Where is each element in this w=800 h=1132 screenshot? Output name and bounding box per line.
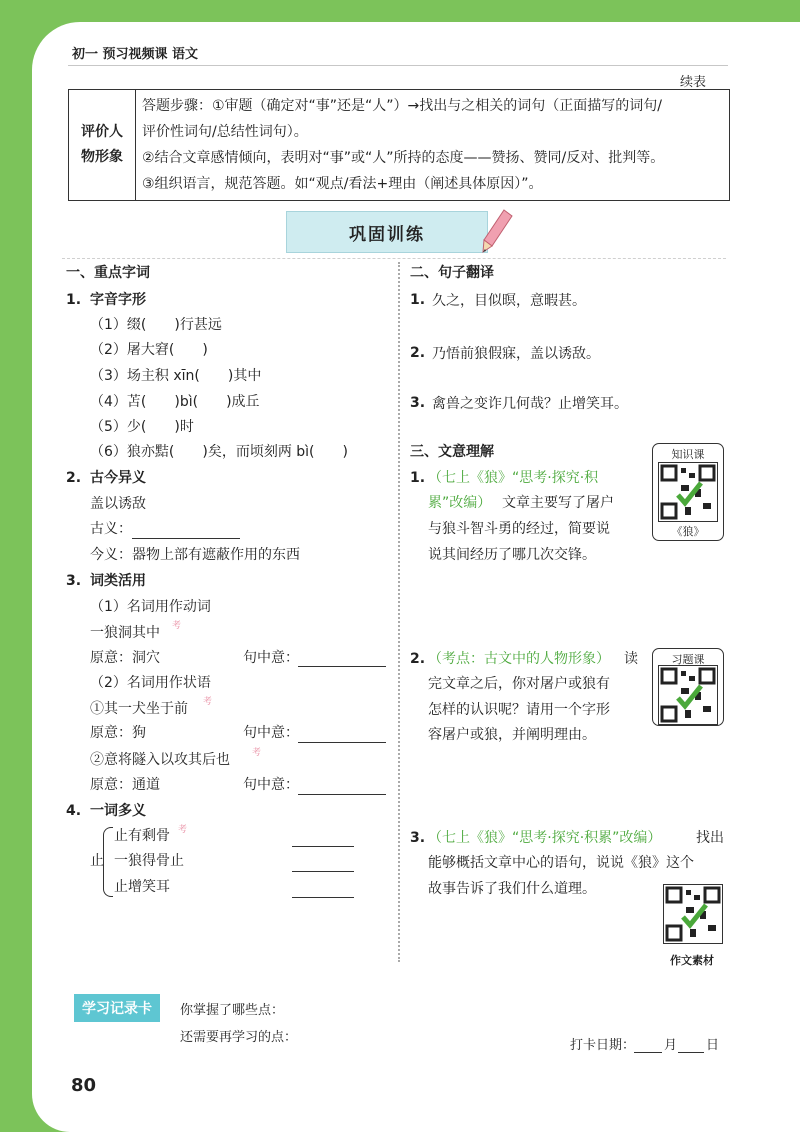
q3-context-2-blank[interactable] xyxy=(298,742,386,743)
translate-2-number: 2. xyxy=(410,345,426,361)
qr-card-bottom-label: 《狼》 xyxy=(671,525,705,538)
header-divider xyxy=(68,65,728,66)
q3-context-1: 句中意： xyxy=(243,650,299,666)
q3-example-2: ①其一犬坐于前 xyxy=(90,701,188,717)
translate-3-text: 禽兽之变诈几何哉？止增笑耳。 xyxy=(432,396,628,412)
translate-1-number: 1. xyxy=(410,292,426,308)
eval-line-4: ③组织语言，规范答题。如“观点/看法+理由（阐述具体原因）”。 xyxy=(142,176,543,192)
q3-sub-1: （1）名词用作动词 xyxy=(90,599,211,615)
q1-title: 字音字形 xyxy=(90,292,146,308)
r3-number: 3. xyxy=(410,830,426,846)
r1-line-b: 与狼斗智斗勇的经过，简要说 xyxy=(428,521,610,537)
translate-1-text: 久之，目似暝，意暇甚。 xyxy=(432,293,586,309)
q4-item-2: 一狼得骨止 xyxy=(114,853,184,869)
q3-number: 3. xyxy=(66,573,82,589)
section-3-title: 三、文意理解 xyxy=(410,444,494,460)
eval-line-1: 答题步骤：①审题（确定对“事”还是“人”）→找出与之相关的词句（正面描写的词句/ xyxy=(142,98,663,114)
record-card-badge: 学习记录卡 xyxy=(74,994,160,1022)
r3-line-c: 故事告诉了我们什么道理。 xyxy=(428,881,596,897)
q1-item-3: （3）场主积 xīn( )其中 xyxy=(90,368,262,384)
eval-line-2: 评价性词句/总结性词句）。 xyxy=(142,124,308,140)
checkin-day: 日 xyxy=(706,1038,720,1053)
pink-note: 考 xyxy=(172,621,182,631)
q3-context-3: 句中意： xyxy=(243,777,299,793)
qr-code-icon xyxy=(658,462,718,522)
checkin-month: 月 xyxy=(664,1038,678,1053)
r2-line-b: 完文章之后，你对屠户或狼有 xyxy=(428,676,610,692)
header-title: 初一 预习视频课 语文 xyxy=(72,47,199,62)
section-2-title: 二、句子翻译 xyxy=(410,265,494,281)
qr-code-icon[interactable] xyxy=(663,884,723,944)
q1-number: 1. xyxy=(66,292,82,308)
q3-context-1-blank[interactable] xyxy=(298,666,386,667)
pink-note: 考 xyxy=(178,825,188,835)
q4-blank-2[interactable] xyxy=(292,871,354,872)
q4-item-3: 止增笑耳 xyxy=(114,879,170,895)
r1-source-2: 累”改编） xyxy=(428,495,492,511)
q2-ancient: 古义： xyxy=(90,521,132,537)
r2-line-a: 读 xyxy=(624,651,638,667)
r1-line-c: 说其间经历了哪几次交锋。 xyxy=(428,547,596,563)
pencil-icon xyxy=(480,208,514,254)
checkin-label: 打卡日期： xyxy=(570,1038,636,1053)
q3-context-3-blank[interactable] xyxy=(298,794,386,795)
eval-line-3: ②结合文章感情倾向，表明对“事”或“人”所持的态度——赞扬、赞同/反对、批判等。 xyxy=(142,150,665,166)
qr-card-top-label: 习题课 xyxy=(671,653,705,666)
column-divider xyxy=(398,262,400,962)
review-prompt: 还需要再学习的点： xyxy=(180,1030,298,1045)
q4-brace xyxy=(103,827,113,897)
q1-item-5: （5）少( )时 xyxy=(90,419,194,435)
qr-card-top-label: 知识课 xyxy=(671,448,705,461)
q1-item-1: （1）缀( )行甚远 xyxy=(90,317,222,333)
q2-word: 盖以诱敌 xyxy=(90,496,146,512)
qr-writing-label: 作文素材 xyxy=(670,954,714,967)
pink-note: 考 xyxy=(203,697,213,707)
section-1-title: 一、重点字词 xyxy=(66,265,150,281)
q1-item-4: （4）苫( )bì( )成丘 xyxy=(90,394,260,410)
q4-item-1: 止有剩骨 xyxy=(114,828,170,844)
q4-title: 一词多义 xyxy=(90,803,146,819)
q3-original-3: 原意：通道 xyxy=(90,777,160,793)
qr-card-knowledge[interactable] xyxy=(652,443,724,541)
r3-line-b: 能够概括文章中心的语句，说说《狼》这个 xyxy=(428,855,694,871)
q2-title: 古今异义 xyxy=(90,470,146,486)
q3-sub-2: （2）名词用作状语 xyxy=(90,675,211,691)
page-number: 80 xyxy=(71,1075,97,1096)
mastered-prompt: 你掌握了哪些点： xyxy=(180,1003,285,1018)
r2-line-d: 容屠户或狼，并阐明理由。 xyxy=(428,727,596,743)
eval-head-line1: 评价人 xyxy=(81,124,123,140)
q3-original-2: 原意：狗 xyxy=(90,725,146,741)
q3-original-1: 原意：洞穴 xyxy=(90,650,160,666)
r1-source: （七上《狼》“思考·探究·积 xyxy=(428,470,599,486)
pink-note: 考 xyxy=(252,748,262,758)
q3-example-3: ②意将隧入以攻其后也 xyxy=(90,752,230,768)
qr-code-icon xyxy=(658,665,718,725)
translate-2-text: 乃悟前狼假寐，盖以诱敌。 xyxy=(432,346,600,362)
eval-table-body xyxy=(136,90,730,201)
checkin-day-blank[interactable] xyxy=(678,1052,704,1053)
q4-char: 止 xyxy=(90,853,104,869)
r3-source: （七上《狼》“思考·探究·积累”改编） xyxy=(428,830,662,846)
r1-number: 1. xyxy=(410,470,426,486)
q4-blank-3[interactable] xyxy=(292,897,354,898)
qr-card-exercise[interactable] xyxy=(652,648,724,726)
q4-number: 4. xyxy=(66,803,82,819)
r2-line-c: 怎样的认识呢？请用一个字形 xyxy=(428,702,610,718)
evaluation-table xyxy=(68,89,730,201)
q1-item-2: （2）屠大窘( ) xyxy=(90,342,208,358)
q3-context-2: 句中意： xyxy=(243,725,299,741)
eval-table-head xyxy=(69,90,136,201)
q2-number: 2. xyxy=(66,470,82,486)
r1-line-a: 文章主要写了屠户 xyxy=(502,495,614,511)
q3-title: 词类活用 xyxy=(90,573,146,589)
q2-modern: 今义：器物上部有遮蔽作用的东西 xyxy=(90,547,300,563)
r3-line-a: 找出 xyxy=(696,830,724,846)
checkin-month-blank[interactable] xyxy=(634,1052,662,1053)
translate-3-number: 3. xyxy=(410,395,426,411)
r2-source: （考点：古文中的人物形象） xyxy=(428,651,610,667)
section-banner: 巩固训练 xyxy=(286,211,488,253)
q1-item-6: （6）狼亦黠( )矣，而顷刻两 bì( ) xyxy=(90,444,348,460)
continued-label: 续表 xyxy=(680,75,707,90)
q4-blank-1[interactable] xyxy=(292,846,354,847)
r2-number: 2. xyxy=(410,651,426,667)
q3-example-1: 一狼洞其中 xyxy=(90,625,160,641)
q2-ancient-blank[interactable] xyxy=(132,538,240,539)
eval-head-line2: 物形象 xyxy=(81,149,123,165)
section-divider xyxy=(62,258,726,259)
